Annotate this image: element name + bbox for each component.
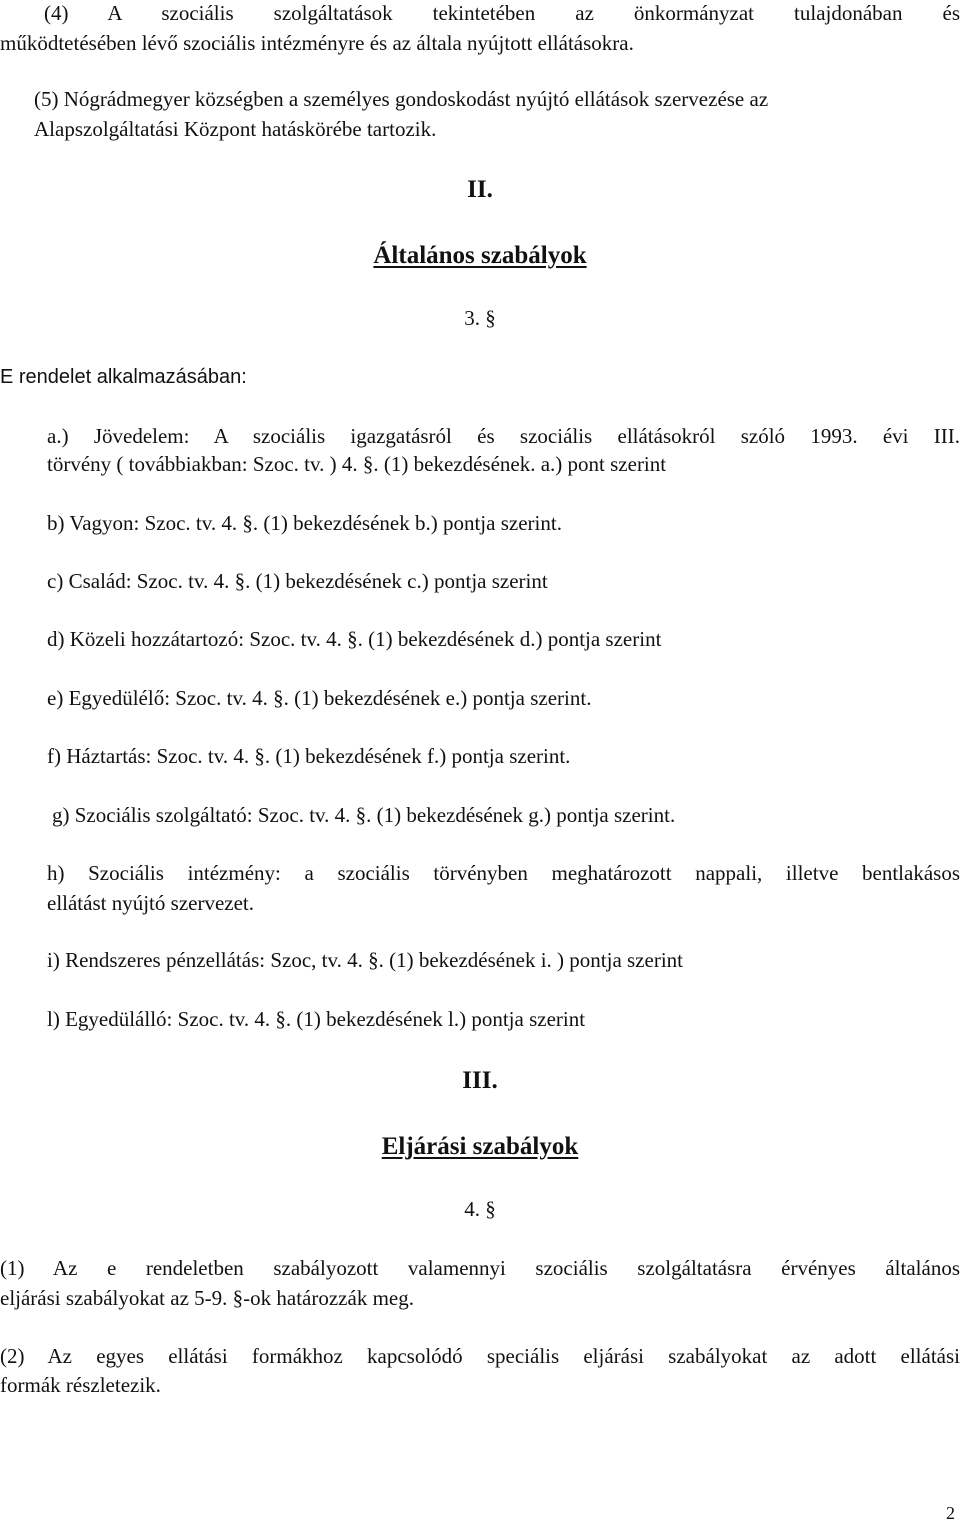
definition-c: c) Család: Szoc. tv. 4. §. (1) bekezdésének c.) pontja szerint [47,569,548,593]
definition-i: i) Rendszeres pénzellátás: Szoc, tv. 4. §. (1) bekezdésének i. ) pontja szerint [47,948,683,972]
chapter-2-number: II. [467,176,493,203]
paragraph-sign-3: 3. § [464,306,496,330]
procedure-2-line-1: (2) Az egyes ellátási formákhoz kapcsolódó speciális eljárási szabályokat az adott ellátási [0,1344,960,1368]
procedure-1-line-2: eljárási szabályokat az 5-9. §-ok határozzák meg. [0,1286,414,1310]
definition-h-line-2: ellátást nyújtó szervezet. [47,891,254,915]
definition-d: d) Közeli hozzátartozó: Szoc. tv. 4. §. (1) bekezdésének d.) pontja szerint [47,627,662,651]
chapter-3-number: III. [462,1067,498,1094]
definitions-intro: E rendelet alkalmazásában: [0,366,247,388]
definition-l: l) Egyedülálló: Szoc. tv. 4. §. (1) bekezdésének l.) pontja szerint [47,1007,586,1031]
paragraph-sign-4: 4. § [464,1197,496,1221]
paragraph-5-line-2: Alapszolgáltatási Központ hatáskörébe tartozik. [34,117,437,141]
procedure-2-line-2: formák részletezik. [0,1373,161,1397]
paragraph-4-line-2: működtetésében lévő szociális intézményre és az általa nyújtott ellátásokra. [0,31,634,55]
definition-a-line-1: a.) Jövedelem: A szociális igazgatásról és szociális ellátásokról szóló 1993. évi III. [47,424,960,448]
chapter-3-title: Eljárási szabályok [381,1133,579,1160]
definition-g: g) Szociális szolgáltató: Szoc. tv. 4. §. (1) bekezdésének g.) pontja szerint. [52,803,676,827]
definition-h-line-1: h) Szociális intézmény: a szociális törvényben meghatározott nappali, illetve bentlakásos [47,861,960,885]
chapter-2-title: Általános szabályok [373,242,587,269]
paragraph-5-line-1: (5) Nógrádmegyer községben a személyes gondoskodást nyújtó ellátások szervezése az [34,87,769,111]
definition-b: b) Vagyon: Szoc. tv. 4. §. (1) bekezdésének b.) pontja szerint. [47,511,562,535]
definition-f: f) Háztartás: Szoc. tv. 4. §. (1) bekezdésének f.) pontja szerint. [47,744,571,768]
definition-e: e) Egyedülélő: Szoc. tv. 4. §. (1) bekezdésének e.) pontja szerint. [47,686,592,710]
definition-a-line-2: törvény ( továbbiakban: Szoc. tv. ) 4. §. (1) bekezdésének. a.) pont szerint [47,452,667,476]
procedure-1-line-1: (1) Az e rendeletben szabályozott valamennyi szociális szolgáltatásra érvényes általános [0,1256,960,1280]
page-number: 2 [946,1503,955,1523]
paragraph-4-line-1: (4) A szociális szolgáltatások tekintetében az önkormányzat tulajdonában és [44,1,960,25]
